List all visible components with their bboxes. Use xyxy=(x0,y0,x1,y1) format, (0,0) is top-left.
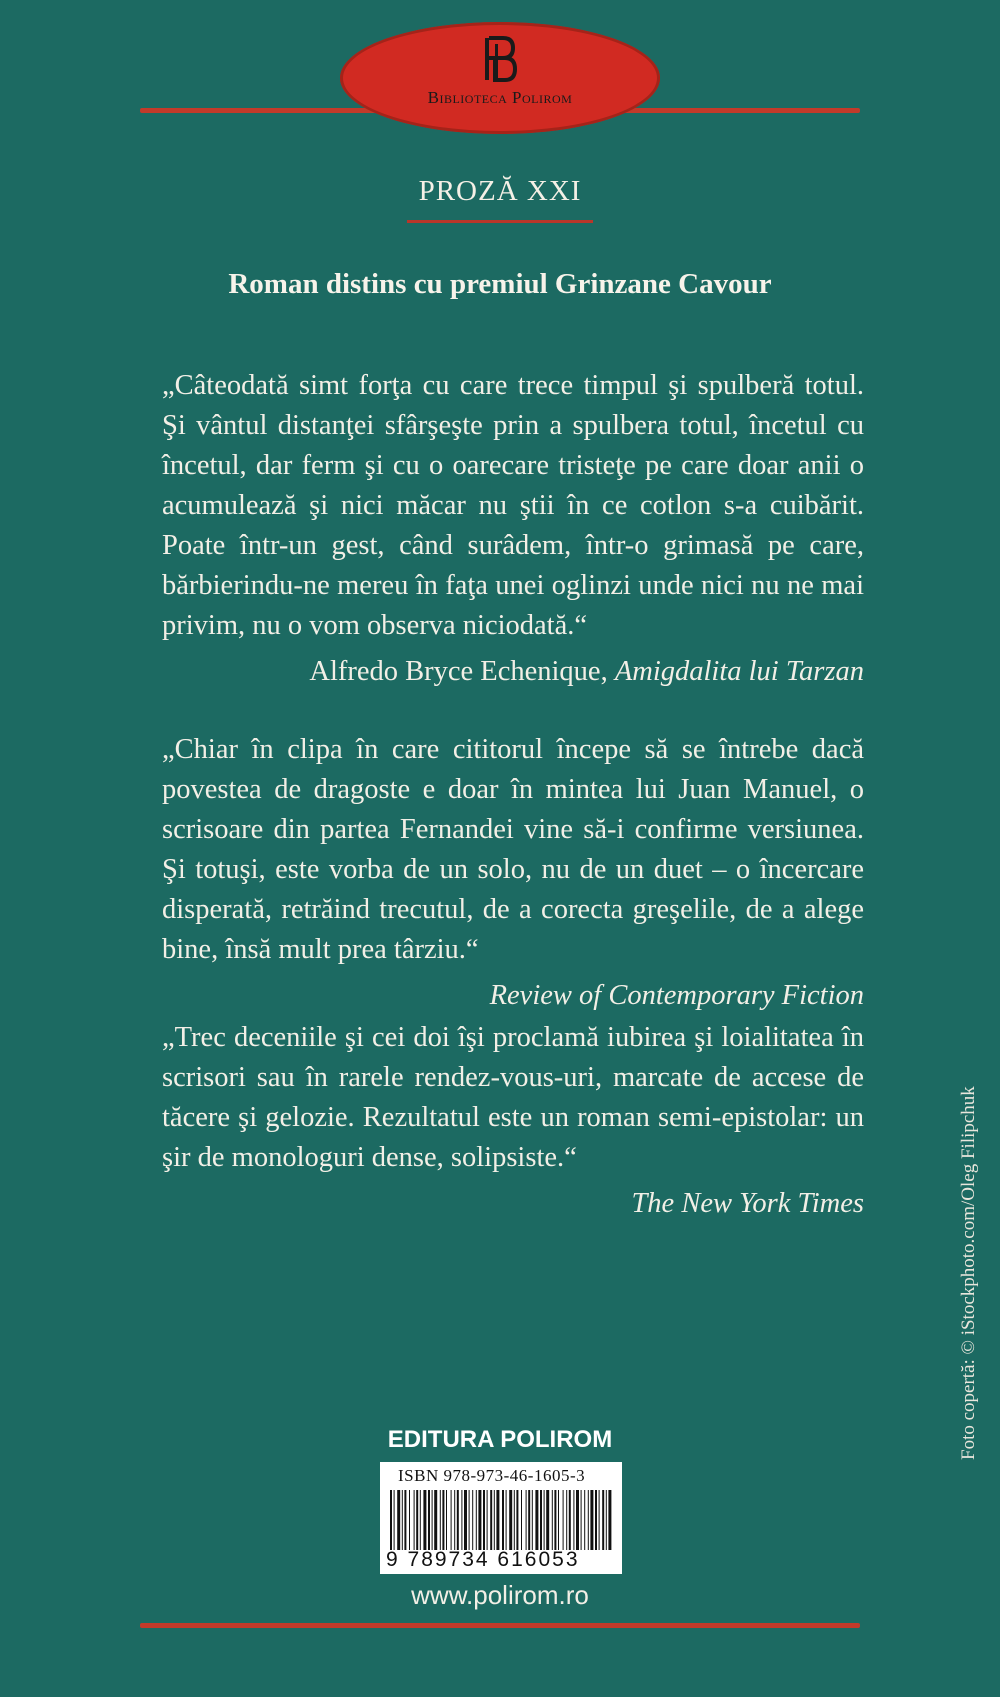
barcode-bar xyxy=(442,1490,444,1550)
quote-text: „Câteodată simt forţa cu care trece timpul şi spulberă totul. Şi vântul distanţei sfârşeşte prin a spulbera totul, încetul cu încetul, dar ferm şi cu o oarecare tristeţe pe care doar anii o acumulează şi nici măcar nu ştii în ce cotlon s-a cuibărit. Poate într-un gest, când surâdem, într-o grimasă pe care, bărbierindu-ne mereu în faţa unei oglinzi unde nici nu ne mai privim, nu o vom observa niciodată.“ xyxy=(162,370,864,641)
barcode-bar xyxy=(454,1490,455,1550)
barcode-bar xyxy=(590,1490,593,1550)
barcode-bar xyxy=(494,1490,495,1550)
barcode-bar xyxy=(472,1490,473,1550)
barcode-bar xyxy=(552,1490,553,1550)
barcode-bar xyxy=(506,1490,507,1550)
series-underline xyxy=(407,220,593,223)
barcode-bar xyxy=(428,1490,430,1550)
attribution-work: The New York Times xyxy=(631,1188,864,1219)
barcode-bar xyxy=(573,1490,574,1550)
barcode-bar xyxy=(528,1490,530,1550)
barcode-bar xyxy=(476,1490,477,1550)
barcode-bar xyxy=(414,1490,415,1550)
barcode-bar xyxy=(469,1490,470,1550)
barcode-bar xyxy=(588,1490,589,1550)
barcode-bar xyxy=(581,1490,582,1550)
quote-block xyxy=(162,730,864,1016)
quote-text: „Trec deceniile şi cei doi îşi proclamă iubirea şi loialitatea în scrisori sau în rarele rendez-vous-uri, marcate de accese de tăcere şi gelozie. Rezultatul este un roman semi-epistolar: un şir de monologuri dense, solipsiste.“ xyxy=(162,1022,864,1173)
barcode-bar xyxy=(558,1490,559,1550)
barcode-bar xyxy=(502,1490,504,1550)
barcode-bar xyxy=(584,1490,585,1550)
barcode-bar xyxy=(496,1490,499,1550)
barcode-bar xyxy=(461,1490,462,1550)
barcode-bar xyxy=(606,1490,607,1550)
polirom-b-logo-icon xyxy=(481,36,519,82)
barcode-bar xyxy=(397,1490,400,1550)
attribution-author: Alfredo Bryce Echenique, xyxy=(309,656,615,687)
barcode-bar xyxy=(440,1490,441,1550)
barcode-bar xyxy=(490,1490,492,1550)
barcode-bar xyxy=(516,1490,518,1550)
attribution-work: Amigdalita lui Tarzan xyxy=(614,656,864,687)
barcode-bar xyxy=(546,1490,549,1550)
quote-attribution xyxy=(162,976,864,1016)
barcode-digits: 9 789734 616053 xyxy=(386,1548,580,1571)
barcode-icon xyxy=(388,1490,614,1550)
barcode-bar xyxy=(394,1490,395,1550)
series-label: PROZĂ XXI xyxy=(418,175,582,207)
barcode-bar xyxy=(423,1490,426,1550)
publisher-website[interactable]: www.polirom.ro xyxy=(411,1580,589,1610)
barcode-bar xyxy=(402,1490,403,1550)
barcode-bar xyxy=(521,1490,522,1550)
barcode-bar xyxy=(563,1490,564,1550)
barcode-bar xyxy=(509,1490,512,1550)
barcode-bar xyxy=(532,1490,533,1550)
barcode-bar xyxy=(390,1490,392,1550)
barcode-bar xyxy=(409,1490,410,1550)
barcode-bar xyxy=(483,1490,485,1550)
barcode-bar xyxy=(416,1490,418,1550)
barcode-bar xyxy=(404,1490,406,1550)
barcode-bar xyxy=(569,1490,571,1550)
quote-text: „Chiar în clipa în care cititorul începe să se întrebe dacă povestea de dragoste e doar în mintea lui Juan Manuel, o scrisoare din partea Fernandei vine să-i confirme versiunea. Şi totuşi, este vorba de un solo, nu de un duet – o încercare disperată, retrăind trecutul, de a corecta greşelile, de a alege bine, însă mult prea târziu.“ xyxy=(162,734,864,965)
publisher-logo xyxy=(340,22,660,134)
barcode-bar xyxy=(595,1490,597,1550)
award-line: Roman distins cu premiul Grinzane Cavour xyxy=(228,268,772,300)
barcode-bar xyxy=(526,1490,527,1550)
barcode-bar xyxy=(535,1490,538,1550)
barcode-bar xyxy=(566,1490,567,1550)
barcode-bar xyxy=(457,1490,459,1550)
bottom-divider xyxy=(140,1623,860,1628)
barcode-bar xyxy=(446,1490,447,1550)
barcode-bar xyxy=(434,1490,437,1550)
publisher-name: EDITURA POLIROM xyxy=(387,1426,613,1453)
photo-credit: Foto copertă: © iStockphoto.com/Oleg Filipchuk xyxy=(958,1086,979,1460)
barcode-bar xyxy=(599,1490,600,1550)
quote-block xyxy=(162,1018,864,1224)
barcode-bar xyxy=(451,1490,452,1550)
barcode-bar xyxy=(464,1490,467,1550)
isbn-text: ISBN 978-973-46-1605-3 xyxy=(398,1466,586,1485)
quote-attribution xyxy=(162,1184,864,1224)
barcode xyxy=(380,1462,622,1574)
barcode-bar xyxy=(420,1490,421,1550)
barcode-bar xyxy=(540,1490,542,1550)
logo-text: Biblioteca Polirom xyxy=(427,88,573,107)
barcode-bar xyxy=(514,1490,515,1550)
barcode-bar xyxy=(576,1490,579,1550)
barcode-bar xyxy=(432,1490,433,1550)
barcode-bar xyxy=(608,1490,611,1550)
barcode-bar xyxy=(487,1490,488,1550)
barcode-bar xyxy=(478,1490,481,1550)
barcode-bar xyxy=(602,1490,604,1550)
quote-block xyxy=(162,366,864,692)
attribution-work: Review of Contemporary Fiction xyxy=(489,980,864,1011)
quote-attribution xyxy=(162,652,864,692)
barcode-bar xyxy=(544,1490,545,1550)
barcode-bar xyxy=(554,1490,556,1550)
